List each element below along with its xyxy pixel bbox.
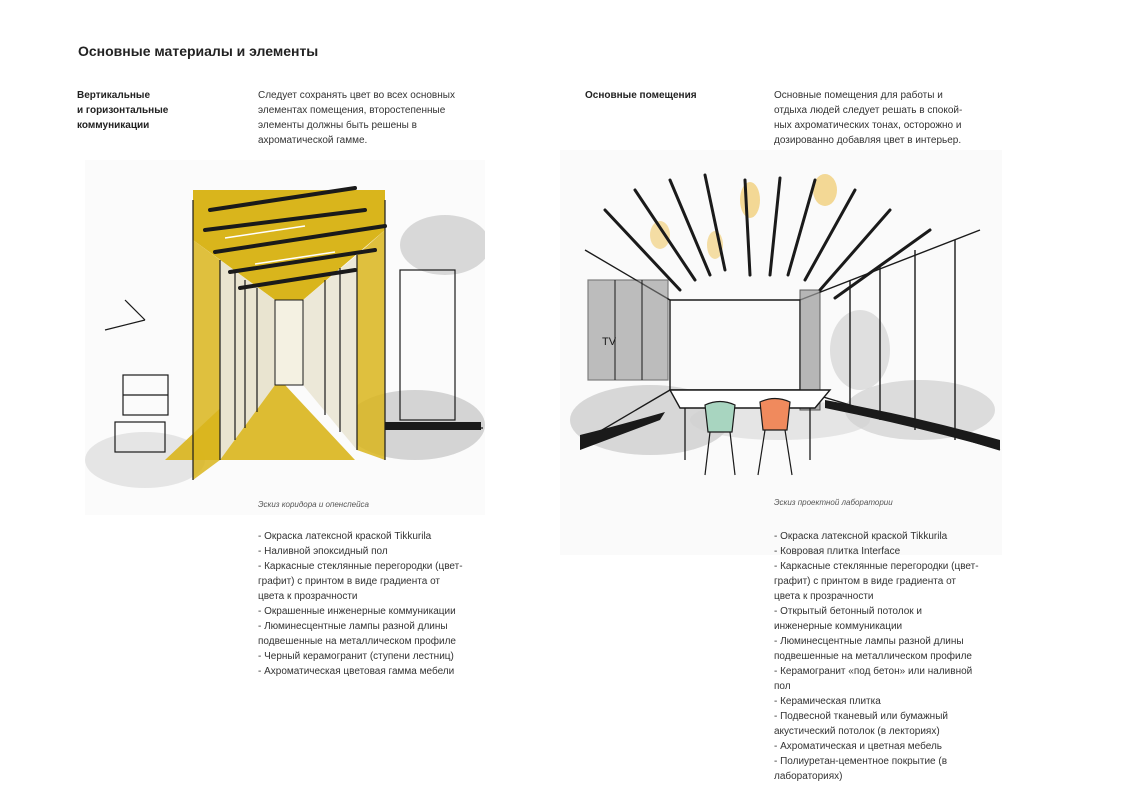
right-section-label: Основные помещения: [585, 90, 697, 101]
list-item: пол: [774, 681, 791, 692]
lab-sketch: [560, 150, 1002, 555]
list-item: графит) с принтом в виде градиента от: [258, 576, 440, 587]
right-intro-line: дозированно добавляя цвет в интерьер.: [774, 135, 962, 146]
left-materials-list: [258, 529, 498, 679]
list-item: инженерные коммуникации: [774, 621, 903, 632]
list-item: - Ахроматическая и цветная мебель: [774, 741, 942, 752]
right-sketch-caption: Эскиз проектной лаборатории: [774, 498, 893, 507]
left-intro-line: элементы должны быть решены в: [258, 120, 417, 131]
list-item: подвешенные на металлическом профиле: [258, 636, 456, 647]
corridor-sketch-drawing: [85, 160, 485, 515]
sketch-tv-label: TV: [602, 336, 617, 348]
list-item: - Люминесцентные лампы разной длины: [774, 636, 964, 647]
list-item: цвета к прозрачности: [774, 591, 874, 602]
right-intro-paragraph: [774, 88, 1014, 148]
right-intro-line: Основные помещения для работы и: [774, 90, 943, 101]
list-item: - Люминесцентные лампы разной длины: [258, 621, 448, 632]
left-label-line: Вертикальные: [77, 90, 151, 101]
list-item: - Окраска латексной краской Tikkurila: [774, 531, 948, 542]
list-item: - Черный керамогранит (ступени лестниц): [258, 651, 454, 662]
list-item: - Керамическая плитка: [774, 696, 881, 707]
left-intro-line: элементах помещения, второстепенные: [258, 105, 446, 116]
page-title: Основные материалы и элементы: [78, 43, 319, 59]
list-item: - Керамогранит «под бетон» или наливной: [774, 666, 973, 677]
left-label-line: коммуникации: [77, 120, 150, 131]
left-sketch-caption: Эскиз коридора и опенспейса: [258, 500, 369, 509]
list-item: - Каркасные стеклянные перегородки (цвет-: [774, 561, 979, 572]
left-intro-paragraph: [258, 88, 498, 148]
list-item: - Полиуретан-цементное покрытие (в: [774, 756, 948, 767]
left-intro-line: ахроматической гамме.: [258, 135, 368, 146]
right-materials-list: [774, 529, 1019, 784]
list-item: акустический потолок (в лекториях): [774, 726, 940, 737]
list-item: графит) с принтом в виде градиента от: [774, 576, 956, 587]
left-intro-line: Следует сохранять цвет во всех основных: [258, 90, 455, 101]
list-item: - Подвесной тканевый или бумажный: [774, 711, 948, 722]
left-section-label: [77, 88, 197, 133]
list-item: - Окрашенные инженерные коммуникации: [258, 606, 456, 617]
list-item: - Открытый бетонный потолок и: [774, 606, 923, 617]
list-item: - Наливной эпоксидный пол: [258, 546, 388, 557]
lab-sketch-drawing: [560, 150, 1002, 555]
list-item: подвешенные на металлическом профиле: [774, 651, 972, 662]
list-item: - Каркасные стеклянные перегородки (цвет-: [258, 561, 463, 572]
list-item: - Ковровая плитка Interface: [774, 546, 901, 557]
list-item: лабораториях): [774, 771, 843, 782]
list-item: - Окраска латексной краской Tikkurila: [258, 531, 432, 542]
right-intro-line: ных ахроматических тонах, осторожно и: [774, 120, 962, 131]
list-item: цвета к прозрачности: [258, 591, 358, 602]
list-item: - Ахроматическая цветовая гамма мебели: [258, 666, 455, 677]
right-intro-line: отдыха людей следует решать в спокой-: [774, 105, 963, 116]
left-label-line: и горизонтальные: [77, 105, 169, 116]
corridor-sketch: [85, 160, 485, 515]
